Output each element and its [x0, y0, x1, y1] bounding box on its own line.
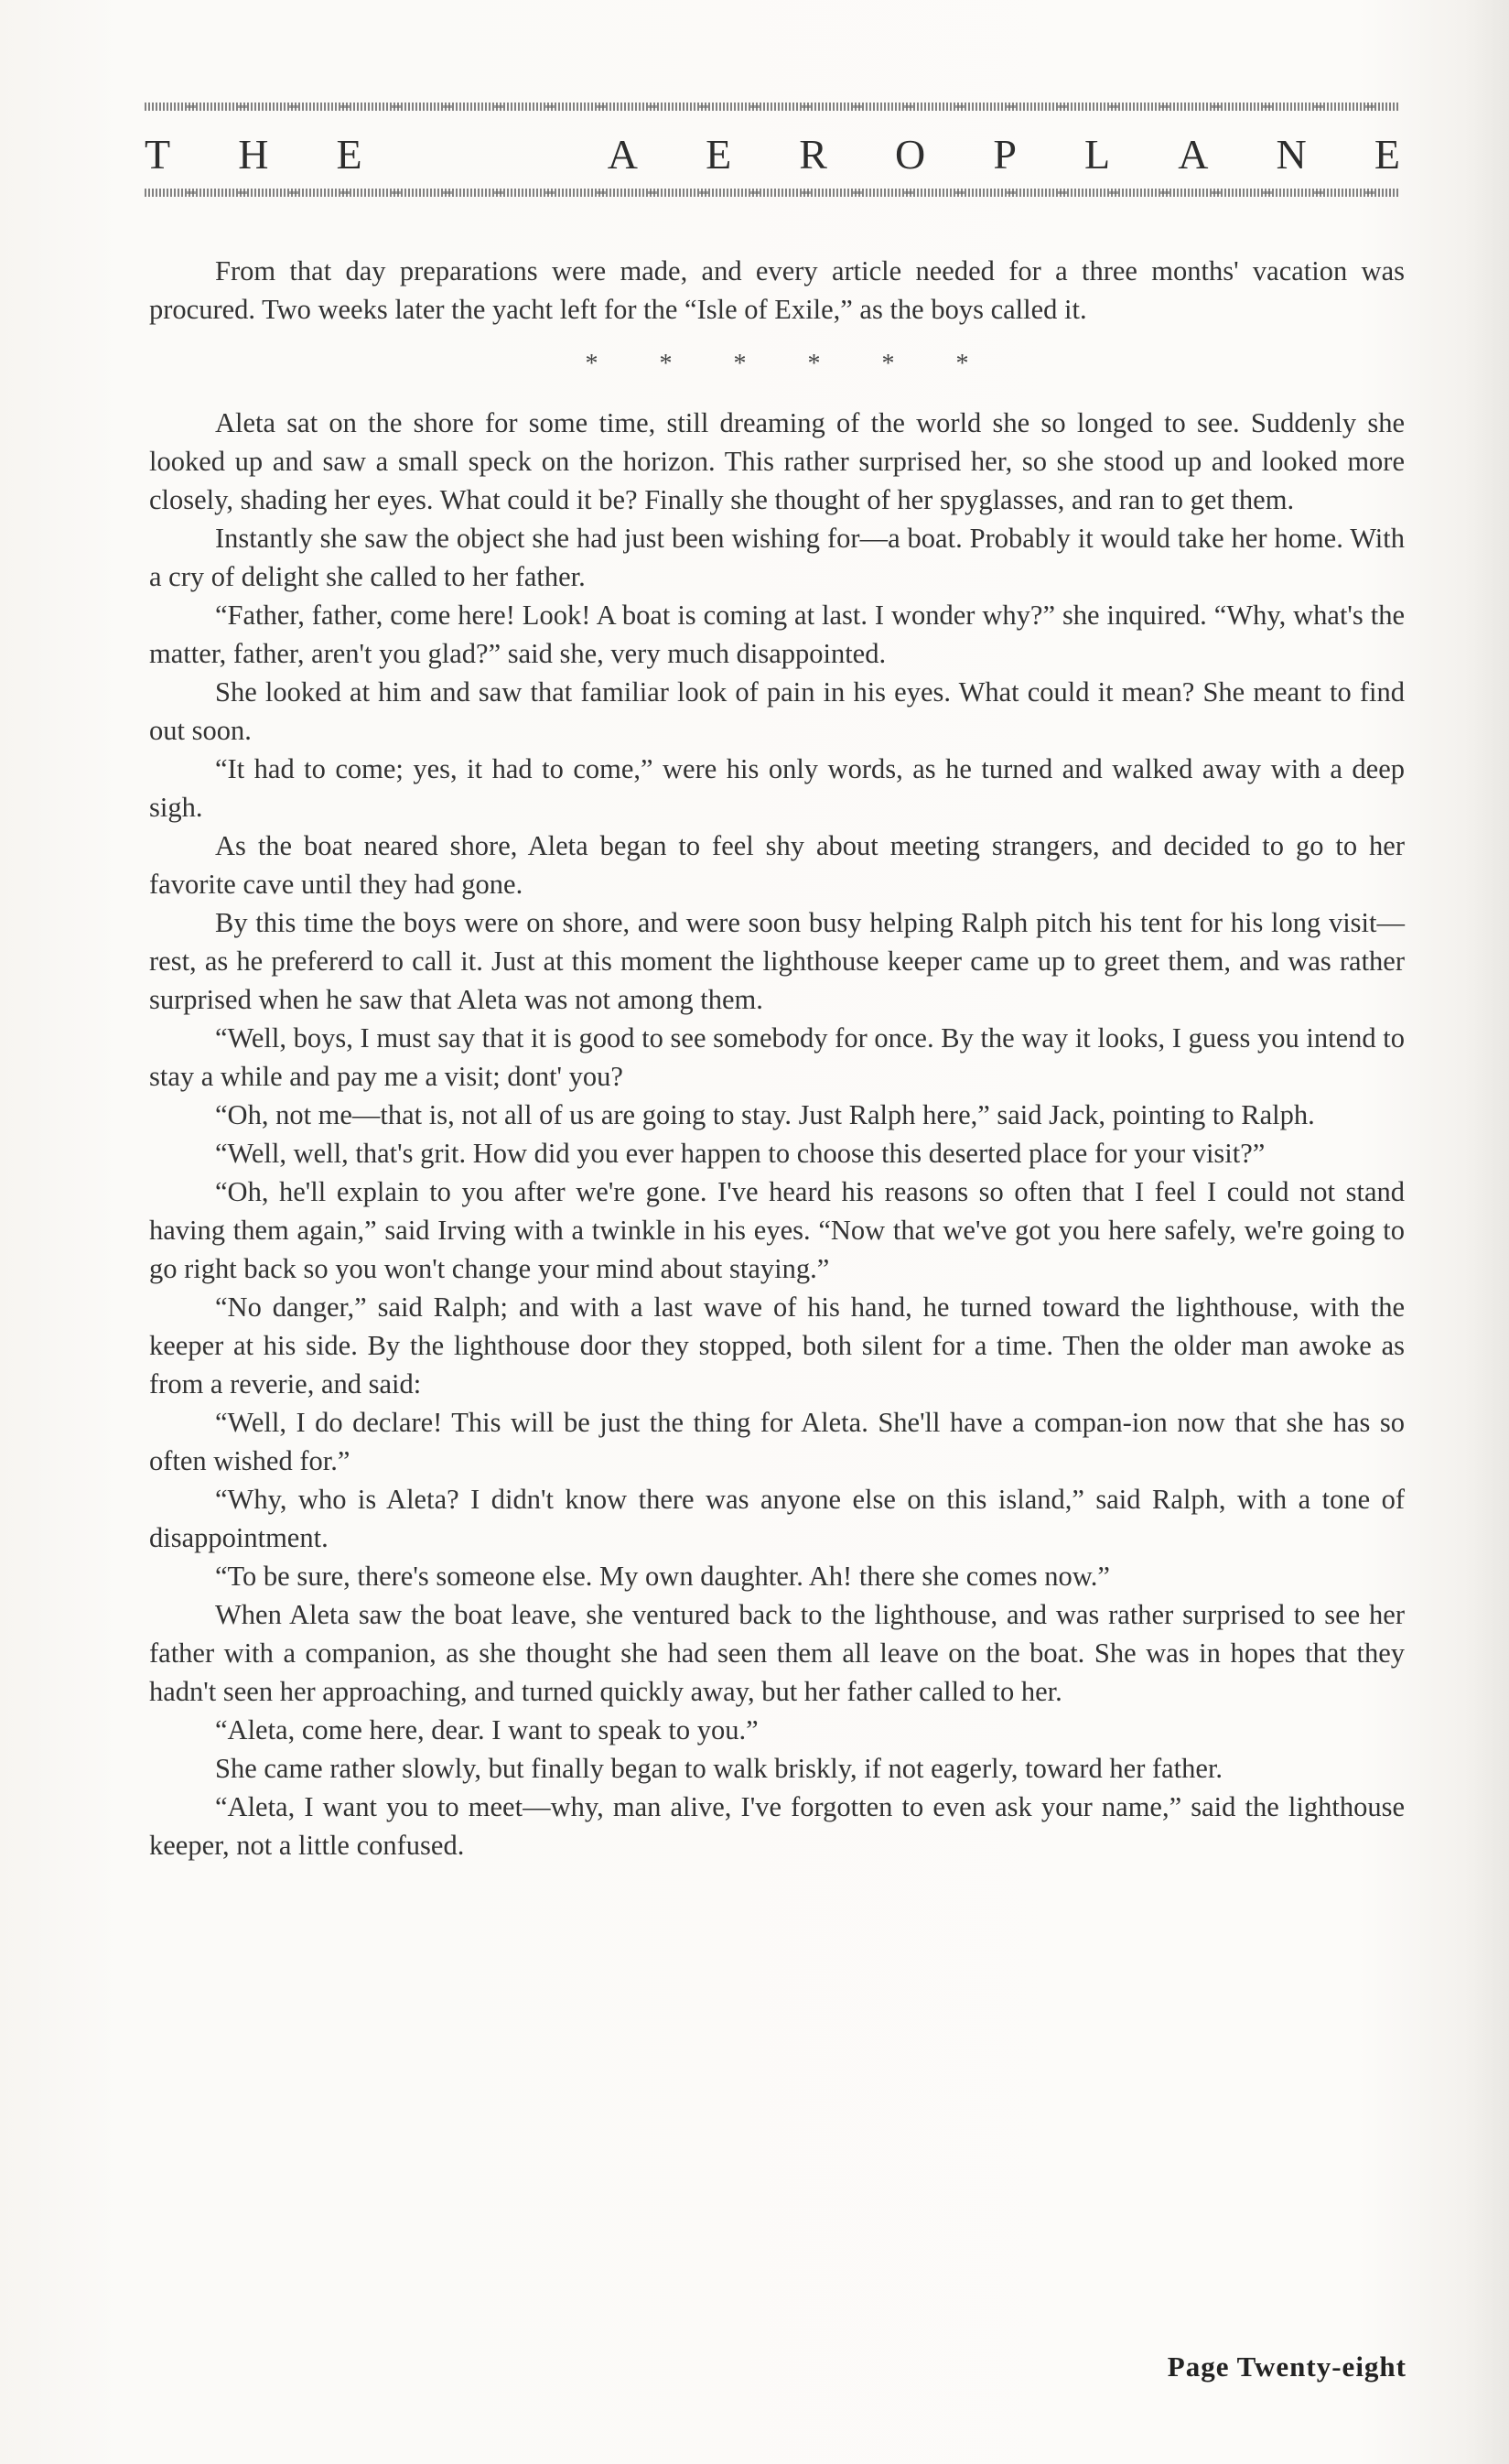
body-paragraph: As the boat neared shore, Aleta began to feel shy about meeting strangers, and decided to go to her favorite cave until they had gone.: [149, 830, 1405, 900]
body-paragraph: When Aleta saw the boat leave, she ventured back to the lighthouse, and was rather surprised to see her father with a companion, as she thought she had seen them all leave on the boat. She was in hopes that they hadn't seen her approaching, and turned quickly away, but her father called to her.: [149, 1599, 1405, 1707]
body-paragraph: “To be sure, there's someone else. My own daughter. Ah! there she comes now.”: [215, 1561, 1110, 1592]
masthead-letter: L: [1084, 130, 1111, 178]
masthead-title: [145, 126, 1400, 181]
body-paragraph: Instantly she saw the object she had just been wishing for—a boat. Probably it would take her home. With a cry of delight she called to her father.: [149, 523, 1405, 592]
body-paragraph: “Oh, not me—that is, not all of us are going to stay. Just Ralph here,” said Jack, pointing to Ralph.: [215, 1099, 1315, 1130]
masthead-letter: H: [238, 130, 269, 178]
body-paragraph: From that day preparations were made, and every article needed for a three months' vacation was procured. Two weeks later the yacht left for the “Isle of Exile,” as the boys called it.: [149, 255, 1405, 325]
body-paragraph: She looked at him and saw that familiar look of pain in his eyes. What could it mean? She meant to find out soon.: [149, 676, 1405, 746]
body-paragraph: “Well, boys, I must say that it is good to see somebody for once. By the way it looks, I guess you intend to stay a while and pay me a visit; dont' you?: [149, 1022, 1405, 1092]
masthead-letter: R: [799, 130, 827, 178]
body-paragraph: She came rather slowly, but finally began to walk briskly, if not eagerly, toward her father.: [215, 1753, 1223, 1784]
masthead-letter: O: [895, 130, 926, 178]
masthead-letter: T: [145, 130, 171, 178]
body-paragraph: “Aleta, come here, dear. I want to speak to you.”: [215, 1714, 759, 1745]
body-paragraph: “Well, well, that's grit. How did you ever happen to choose this deserted place for your visit?”: [215, 1138, 1266, 1169]
masthead-letter: N: [1276, 130, 1307, 178]
body-paragraph: By this time the boys were on shore, and were soon busy helping Ralph pitch his tent for his long visit—rest, as he prefererd to call it. Just at this moment the lighthouse keeper came up to greet them, and was rather surprised when he saw that Aleta was not among them.: [149, 907, 1405, 1015]
masthead-letter: P: [993, 130, 1017, 178]
masthead-letter: E: [706, 130, 732, 178]
body-paragraph: Aleta sat on the shore for some time, still dreaming of the world she so longed to see. Suddenly she looked up and saw a small speck on the horizon. This rather surprised her, so she stood up and looked more closely, shading her eyes. What could it be? Finally she thought of her spyglasses, and ran to get them.: [149, 407, 1405, 515]
body-paragraph: “No danger,” said Ralph; and with a last wave of his hand, he turned toward the lighthouse, with the keeper at his side. By the lighthouse door they stopped, both silent for a time. Then the older man awoke as from a reverie, and said:: [149, 1291, 1405, 1400]
masthead-letter: E: [1374, 130, 1400, 178]
masthead-letter: A: [1178, 130, 1209, 178]
body-paragraph: “Why, who is Aleta? I didn't know there was anyone else on this island,” said Ralph, with a tone of disappointment.: [149, 1484, 1405, 1553]
header-bottom-rule: [145, 189, 1400, 197]
body-paragraph: “Well, I do declare! This will be just the thing for Aleta. She'll have a compan-ion now that she has so often wished for.”: [149, 1407, 1405, 1476]
masthead-letter: A: [607, 130, 638, 178]
masthead-letter: E: [336, 130, 362, 178]
body-paragraph: “It had to come; yes, it had to come,” were his only words, as he turned and walked away with a deep sigh.: [149, 753, 1405, 823]
body-paragraph: “Aleta, I want you to meet—why, man alive, I've forgotten to even ask your name,” said the lighthouse keeper, not a little confused.: [149, 1791, 1405, 1861]
body-paragraph: “Oh, he'll explain to you after we're gone. I've heard his reasons so often that I feel I could not stand having them again,” said Irving with a twinkle in his eyes. “Now that we've got you here safely, we're going to go right back so you won't change your mind about staying.”: [149, 1176, 1405, 1284]
section-separator: * * * * * *: [585, 350, 997, 378]
story-body: [149, 252, 1405, 1864]
page-number: Page Twenty-eight: [1167, 2351, 1407, 2383]
header-top-rule: [145, 103, 1400, 111]
body-paragraph: “Father, father, come here! Look! A boat is coming at last. I wonder why?” she inquired. “Why, what's the matter, father, aren't you glad?” said she, very much disappointed.: [149, 600, 1405, 669]
